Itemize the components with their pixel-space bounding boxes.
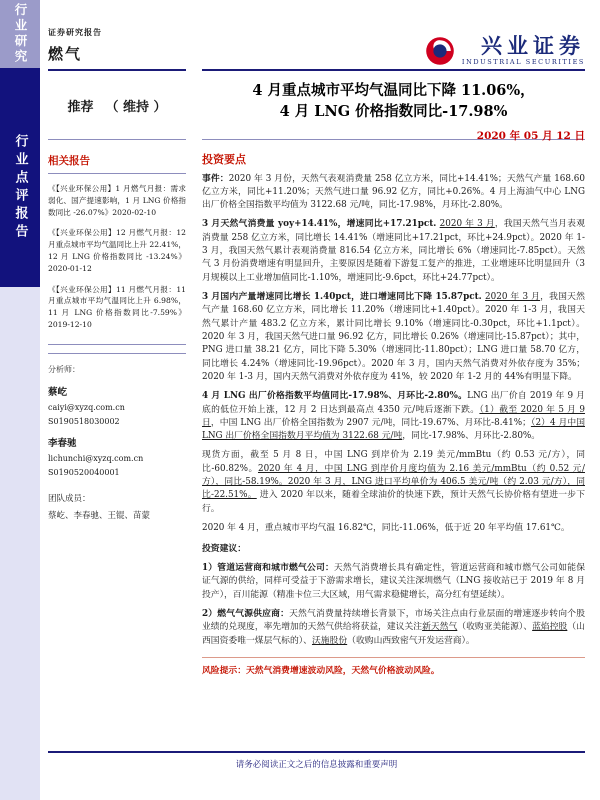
body-row (48, 140, 585, 678)
industry-comment-report-tag (0, 68, 40, 287)
report-title-line1: 4 月重点城市平均气温同比下降 11.06%， (252, 82, 535, 99)
risk-paragraph: 风险提示：天然气消费增速波动风险，天然气价格波动风险。 (202, 657, 585, 678)
team-label: 团队成员： (48, 493, 91, 504)
analyst-license: S0190518030002 (48, 416, 120, 426)
rating-status: （ 维持 ） (105, 99, 167, 115)
industry-research-tag (0, 0, 40, 68)
report-title-line2: 4 月 LNG 价格指数同比-17.98% (279, 103, 508, 120)
body-paragraph: 3 月国内产量增速同比增长 1.40pct，进口增速同比下降 15.87pct. 2020 年 3 月，我国天然气产量 168.60 亿立方米，同比增长 11.20%（增速同比+1.40pct）。2020 年 1-3 月，我国天然气累计产量 483.2 亿立方米，累计同比增长 9.10%（增速同比-0.30pct，环比+1.1pct）。2020 年 3 月，我国天然气进口量 96.92 亿方，同比增长 0.26%（增速同比-15.87pct）；其中，PNG 进口量 38.21 亿方，同比下降 5.30%（增速同比-11.80pct）；LNG 进口量 58.70 亿方，同比增长 4.24%（增速同比-19.96pct）。2020 年 3 月，国内天然气消费对外依存度为 35%；2020 年 1-3 月，国内天然气消费对外依存度为 41%，较 2020 年 1-2 月的 44%有明显下降。 (202, 291, 585, 383)
body-paragraph: 2020 年 4 月，重点城市平均气温 16.82℃，同比-11.06%，低于近 20 年平均值 17.61℃。 (202, 522, 570, 533)
related-reports-list (48, 183, 186, 331)
page-content (40, 0, 600, 678)
footer (48, 751, 585, 770)
body-paragraph: 事件：2020 年 3 月份，天然气表观消费量 258 亿立方米，同比+14.41%；天然气产量 168.60 亿立方米，同比+11.20%；天然气进口量 96.92 亿方，同比+0.26%。4 月上海油气中心 LNG 出厂价格全国指数平均值为 3122.68 元/吨，同比-17.98%，月环比-2.80%。 (202, 173, 585, 211)
analyst-block (48, 435, 186, 477)
body-paragraph: 投资建议： (202, 544, 246, 555)
rating-title-row (48, 71, 585, 140)
analyst-block (48, 384, 186, 426)
paragraphs (202, 173, 585, 679)
rating-box (48, 71, 186, 140)
brand-name-en: INDUSTRIAL SECURITIES (461, 58, 585, 66)
separator (48, 344, 186, 345)
brand-text (462, 35, 585, 66)
body-paragraph: 2）燃气气源供应商：天然气消费量持续增长背景下，市场关注点由行业层面的增速逐步转向个股业绩的兑现度，率先增加的天然气供给将获益，建议关注新天然气（收购亚美能源）、蓝焰控股（山西国资委唯一煤层气标的）、沃施股份（收购山西致密气开发运营商）。 (202, 608, 585, 646)
vertical-tag-top-label: 行业研究 (13, 3, 28, 65)
report-date: 2020 年 05 月 12 日 (476, 130, 585, 142)
related-report-item: 《【兴业环保公用】12 月燃气月报：12 月重点城市平均气温同比上升 22.41%，12 月 LNG 价格指数同比 -13.24%》2020-01-12 (48, 228, 186, 273)
analysts-list (48, 384, 186, 477)
header-row (48, 0, 585, 71)
body-paragraph: 1）管道运营商和城市燃气公司：天然气消费增长具有确定性，管道运营商和城市燃气公司如能保证气源的供给，同样可受益于下游需求增长，建议关注深圳燃气（LNG 接收站已于 2019 年 8 月投产），百川能源（精准卡位三大区域，用气需求稳健增长，高分红有望延续）。 (202, 563, 585, 600)
vertical-tag-bottom-label: 行业点评报告 (12, 134, 28, 242)
body-paragraph: 4 月 LNG 出厂价格指数平均值同比-17.98%、月环比-2.80%。LNG 出厂价自 2019 年 9 月底的低位开始上涨，12 月 2 日达到最高点 4350 元/吨后逐渐下跌。（1）截至 2020 年 5 月 9 日，中国 LNG 出厂价格全国指数为 2907 元/吨，同比-19.67%、月环比-8.41%；（2）4 月中国 LNG 出厂价格全国指数月平均值为 3122.68 元/吨，同比-17.98%、月环比-2.80%。 (202, 391, 586, 442)
rating-label: 推荐 (67, 99, 94, 115)
analyst-license: S0190520040001 (48, 467, 120, 477)
main-column (202, 140, 585, 678)
brand-name-cn: 兴业证券 (481, 33, 585, 58)
investment-highlights-title: 投资要点 (202, 153, 246, 166)
footer-disclaimer: 请务必阅读正文之后的信息披露和重要声明 (235, 760, 398, 770)
title-box (202, 71, 585, 140)
related-report-item: 《【兴业环保公用】1 月燃气月报：需求弱化、国产提速影响，1 月 LNG 价格指数同比 -26.07%》2020-02-10 (48, 184, 186, 217)
left-info-column (48, 140, 186, 678)
analyst-email: lichunchi@xyzq.com.cn (48, 453, 144, 463)
header-right (202, 0, 585, 71)
industry-label: 燃气 (48, 45, 83, 63)
strip-bottom-fill (0, 287, 40, 800)
analyst-name: 李春驰 (48, 437, 77, 449)
header-left (48, 0, 186, 71)
team-members: 蔡屹、李春驰、王锟、苗蒙 (48, 510, 151, 521)
body-paragraph: 现货方面，截至 5 月 8 日，中国 LNG 到岸价为 2.19 美元/mmBtu（约 0.53 元/方），同比-60.82%。2020 年 4 月，中国 LNG 到岸价月度均值为 2.16 美元/mmBtu（约 0.52 元/方），同比-58.19%。2020 年 3 月，LNG 进口平均单价为 406.5 美元/吨（约 2.03 元/方），同比-22.51%。 进入 2020 年以来，随着全球油价的快速下跌，预计天然气长协价格有望进一步下行。 (202, 450, 586, 514)
analyst-email: caiyi@xyzq.com.cn (48, 402, 125, 412)
analyst-name: 蔡屹 (48, 386, 68, 398)
brand-logo (425, 35, 585, 66)
separator (48, 353, 186, 354)
left-vertical-strip (0, 0, 40, 800)
report-type-label: 证券研究报告 (48, 27, 102, 37)
related-reports-title: 相关报告 (48, 153, 186, 174)
related-report-item: 《【兴业环保公用】11 月燃气月报：11 月重点城市平均气温同比上升 6.98%，11 月 LNG 价格指数同比-7.59%》2019-12-10 (48, 284, 186, 329)
body-paragraph: 3 月天然气消费量 yoy+14.41%，增速同比+17.21pct. 2020 年 3 月，我国天然气当月表观消费量 258 亿立方米，同比增长 14.41%（增速同比+17.21pct，环比+24.9pct）。2020 年 1-3 月，我国天然气累计表观消费量 816.54 亿立方米，同比增长 6%（增速同比-7.85pct）。天然气 3 月份消费增速有明显回升，主要原因是随着下游复工复产的推进，工业增速环比明显回升（3 月规模以上工业增加值同比-1.10%，增速同比-9.6pct，环比+24.77pct）。 (202, 219, 585, 283)
brand-swirl-icon (425, 36, 455, 66)
analysts-label: 分析师： (48, 364, 80, 374)
